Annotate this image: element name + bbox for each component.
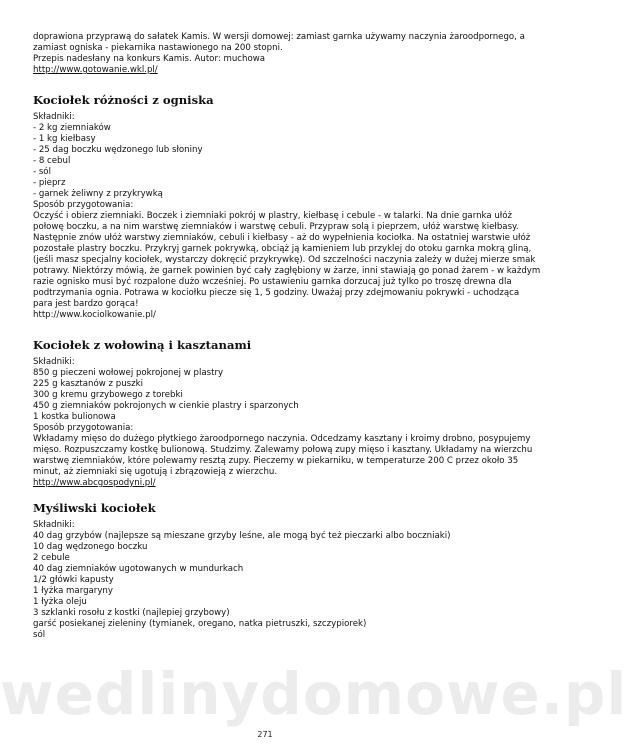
ingredient-item: 1 kostka bulionowa xyxy=(33,412,116,422)
ingredient-item: 40 dag ziemniaków ugotowanych w mundurkach xyxy=(33,564,244,574)
ingredients-label: Składniki: xyxy=(33,112,75,122)
ingredient-item: sól xyxy=(33,630,46,640)
ingredient-item: 300 g kremu grzybowego z torebki xyxy=(33,390,183,400)
method-line: połowę boczku, a na nim warstwę ziemniaków i warstwę cebuli. Przypraw solą i pieprzem, ułóż warstwę kiełbasy. xyxy=(33,222,519,232)
page-number: 271 xyxy=(257,730,273,739)
recipe-section xyxy=(33,338,533,489)
ingredient-item: - 1 kg kiełbasy xyxy=(33,134,96,144)
method-line: Następnie znów ułóż warstwy ziemniaków, cebuli i kiełbasy - aż do wypełnienia kociołka. Na ostatniej warstwie ułóż xyxy=(33,233,531,243)
ingredient-item: 1 łyżka oleju xyxy=(33,597,87,607)
method-line: warstwę ziemniaków, które polewamy resztą zupy. Pieczemy w piekarniku, w temperaturze 200 C przez około 35 xyxy=(33,456,519,466)
ingredient-item: 450 g ziemniaków pokrojonych w cienkie plastry i sparzonych xyxy=(33,401,299,411)
ingredient-item: 2 cebule xyxy=(33,553,70,563)
ingredient-item: 850 g pieczeni wołowej pokrojonej w plastry xyxy=(33,368,224,378)
ingredient-item: 1 łyżka margaryny xyxy=(33,586,113,596)
ingredient-item: 225 g kasztanów z puszki xyxy=(33,379,143,389)
ingredient-item: - 2 kg ziemniaków xyxy=(33,123,111,133)
method-label: Sposób przygotowania: xyxy=(33,423,134,433)
method-line: para jest bardzo gorąca! xyxy=(33,299,139,309)
ingredient-item: 10 dag wędzonego boczku xyxy=(33,542,148,552)
intro-line: zamiast ogniska - piekarnika nastawionego na 200 stopni. xyxy=(33,43,283,53)
ingredient-item: - 25 dag boczku wędzonego lub słoniny xyxy=(33,145,203,155)
method-line: potrawy. Niektórzy mówią, że garnek powinien być cały zagłębiony w żarze, inni stawiają go ponad żarem - w każdym xyxy=(33,266,541,276)
ingredient-item: 3 szklanki rosołu z kostki (najlepiej grzybowy) xyxy=(33,608,230,618)
recipe-section xyxy=(33,93,541,321)
ingredient-item: 1/2 główki kapusty xyxy=(33,575,114,585)
intro-line: Przepis nadesłany na konkurs Kamis. Autor: muchowa xyxy=(33,54,265,64)
source-link[interactable]: http://www.gotowanie.wkl.pl/ xyxy=(33,65,158,75)
intro-section xyxy=(33,32,525,76)
site-watermark: wedlinydomowe.pl xyxy=(0,660,627,728)
method-label: Sposób przygotowania: xyxy=(33,200,134,210)
source-link[interactable]: http://www.abcgospodyni.pl/ xyxy=(33,478,156,488)
intro-line: doprawiona przyprawą do sałatek Kamis. W wersji domowej: zamiast garnka używamy naczynia żaroodpornego, a xyxy=(33,32,525,42)
document-page xyxy=(33,32,541,641)
method-line: minut, aż ziemniaki się ugotują i zbrązowieją z wierzchu. xyxy=(33,467,278,477)
ingredient-item: - garnek żeliwny z przykrywką xyxy=(33,189,163,199)
method-line: mięso. Rozpuszczamy kostkę bulionową. Studzimy. Zalewamy połową zupy mięso i kasztany. Układamy na wierzchu xyxy=(33,445,533,455)
recipe-section xyxy=(33,501,503,641)
method-line: podtrzymania ognia. Potrawa w kociołku piecze się 1, 5 godziny. Uważaj przy zdejmowaniu pokrywki - uchodząca xyxy=(33,288,520,298)
method-line: Wkładamy mięso do dużego płytkiego żaroodpornego naczynia. Odcedzamy kasztany i kroimy drobno, posypujemy xyxy=(33,434,531,444)
ingredient-item: garść posiekanej zieleniny (tymianek, oregano, natka pietruszki, szczypiorek) xyxy=(33,619,367,629)
method-line: pozostałe plastry boczku. Przykryj garnek pokrywką, obciąż ją kamieniem lub przyklej do otoku garnka mokrą gliną, xyxy=(33,244,532,254)
ingredients-label: Składniki: xyxy=(33,357,75,367)
ingredient-item: - sól xyxy=(33,167,51,177)
ingredient-item: - 8 cebul xyxy=(33,156,71,166)
ingredients-label: Składniki: xyxy=(33,520,75,530)
method-line: Oczyść i obierz ziemniaki. Boczek i ziemniaki pokrój w plastry, kiełbasę i cebule - w talarki. Na dnie garnka ułóż xyxy=(33,211,513,221)
recipe-title: Kociołek różności z ogniska xyxy=(33,93,214,107)
ingredient-item: 40 dag grzybów (najlepsze są mieszane grzyby leśne, ale mogą być też pieczarki albo boczniaki) xyxy=(33,531,451,541)
method-line: razie ognisko musi być rozpalone dużo wcześniej. Po ustawieniu garnka dorzucaj już tylko po troszę drewna dla xyxy=(33,277,512,287)
ingredient-item: - pieprz xyxy=(33,178,66,188)
recipe-title: Kociołek z wołowiną i kasztanami xyxy=(33,338,252,352)
recipe-title: Myśliwski kociołek xyxy=(33,501,156,515)
method-line: (jeśli masz specjalny kociołek, wystarczy dokręcić przykrywkę). Od szczelności naczynia zależy w dużej mierze smak xyxy=(33,255,536,265)
source-link[interactable]: http://www.kociolkowanie.pl/ xyxy=(33,310,156,320)
